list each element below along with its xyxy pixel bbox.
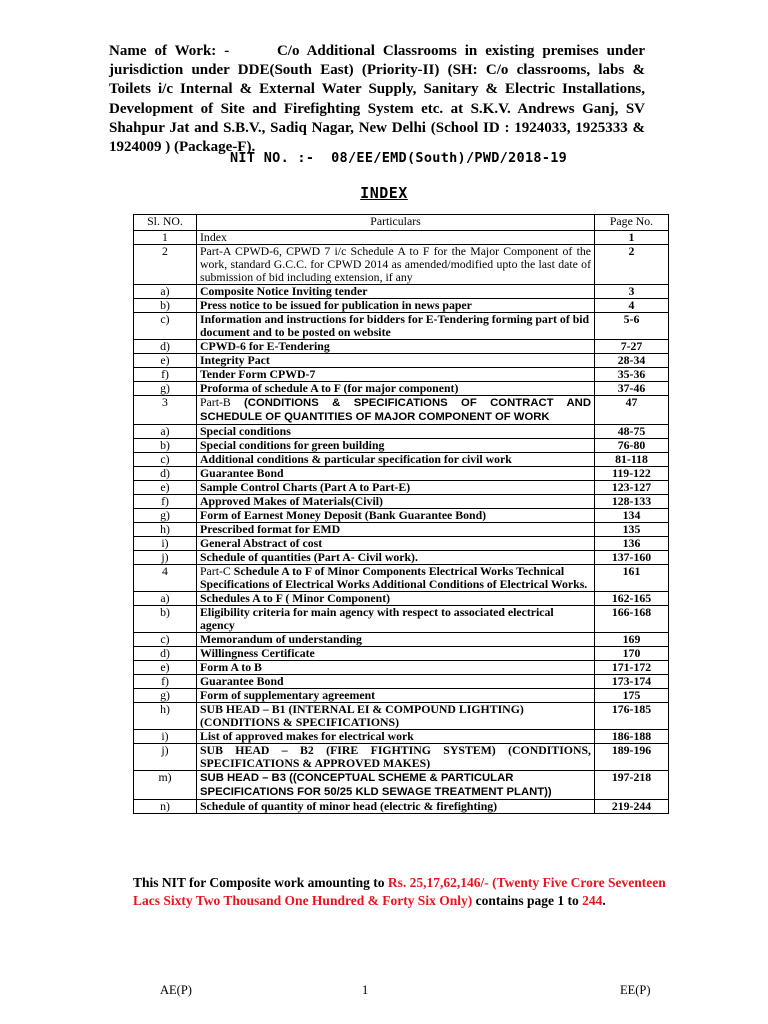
table-row — [134, 800, 669, 814]
row-particulars: General Abstract of cost — [197, 537, 595, 551]
table-row — [134, 467, 669, 481]
row-sl: j) — [134, 744, 197, 771]
table-row — [134, 313, 669, 340]
table-row — [134, 606, 669, 633]
header-page-no: Page No. — [595, 215, 669, 231]
row-page: 123-127 — [595, 481, 669, 495]
row-sl: j) — [134, 551, 197, 565]
row-page: 3 — [595, 285, 669, 299]
footer-left-signature: AE(P) — [160, 983, 192, 997]
row-sl: f) — [134, 368, 197, 382]
row-sl: a) — [134, 425, 197, 439]
row-page: 161 — [595, 565, 669, 592]
table-row — [134, 675, 669, 689]
name-of-work-label: Name of Work: - — [109, 43, 230, 59]
row-particulars — [197, 245, 595, 285]
table-row — [134, 495, 669, 509]
table-row — [134, 633, 669, 647]
row-particulars: CPWD-6 for E-Tendering — [197, 340, 595, 354]
row-sl: d) — [134, 467, 197, 481]
table-row — [134, 354, 669, 368]
row-particulars: Form of supplementary agreement — [197, 689, 595, 703]
table-row — [134, 425, 669, 439]
row-page: 162-165 — [595, 592, 669, 606]
row-page: 175 — [595, 689, 669, 703]
row-sl: e) — [134, 481, 197, 495]
row-page: 189-196 — [595, 744, 669, 771]
table-row — [134, 689, 669, 703]
table-row — [134, 245, 669, 285]
row-page: 171-172 — [595, 661, 669, 675]
row-sl: f) — [134, 675, 197, 689]
row-page: 76-80 — [595, 439, 669, 453]
table-row — [134, 703, 669, 730]
table-row — [134, 771, 669, 800]
row-sl: h) — [134, 703, 197, 730]
footer-page-number: 1 — [362, 983, 369, 997]
row-sl: g) — [134, 689, 197, 703]
summary-prefix: This NIT for Composite work amounting to — [133, 875, 385, 890]
row-page: 169 — [595, 633, 669, 647]
table-row — [134, 481, 669, 495]
summary-middle: contains page 1 to — [475, 893, 579, 908]
table-row — [134, 299, 669, 313]
table-row — [134, 396, 669, 425]
name-of-work — [109, 42, 645, 157]
row-particulars: Proforma of schedule A to F (for major component) — [197, 382, 595, 396]
row-sl: e) — [134, 661, 197, 675]
row-sl: g) — [134, 509, 197, 523]
table-row — [134, 537, 669, 551]
row-page: 48-75 — [595, 425, 669, 439]
table-row — [134, 509, 669, 523]
row-particulars: Schedules A to F ( Minor Component) — [197, 592, 595, 606]
index-title: INDEX — [360, 184, 408, 202]
summary-amount: Rs. 25,17,62,146/- (Twenty Five Crore Seventeen Lacs Sixty Two Thousand One Hundred & Forty Six Only) — [133, 875, 666, 908]
part-label: Part-A — [200, 244, 231, 258]
row-particulars: SUB HEAD – B1 (INTERNAL EI & COMPOUND LIGHTING) (CONDITIONS & SPECIFICATIONS) — [197, 703, 595, 730]
name-of-work-text: C/o Additional Classrooms in existing premises under jurisdiction under DDE(South East) (Priority-II) (SH: C/o classrooms, labs & Toilets i/c Internal & External Water Supply, Sanitary & Electric Installations, Development of Site and Firefighting System etc. at S.K.V. Andrews Ganj, SV Shahpur Jat and S.B.V., Sadiq Nagar, New Delhi (School ID : 1924033, 1925333 & 1924009 ) (Package-F). — [109, 43, 645, 156]
row-sl: a) — [134, 285, 197, 299]
row-page: 135 — [595, 523, 669, 537]
row-particulars: Approved Makes of Materials(Civil) — [197, 495, 595, 509]
row-page: 1 — [595, 231, 669, 245]
row-sl: g) — [134, 382, 197, 396]
row-particulars: Guarantee Bond — [197, 675, 595, 689]
row-page: 128-133 — [595, 495, 669, 509]
table-row — [134, 744, 669, 771]
row-page: 7-27 — [595, 340, 669, 354]
row-page: 137-160 — [595, 551, 669, 565]
part-label: Part-C — [200, 564, 231, 578]
row-particulars: Index — [197, 231, 595, 245]
row-particulars: Memorandum of understanding — [197, 633, 595, 647]
row-sl: h) — [134, 523, 197, 537]
row-page: 170 — [595, 647, 669, 661]
row-sl: f) — [134, 495, 197, 509]
row-sl: a) — [134, 592, 197, 606]
row-particulars: Special conditions — [197, 425, 595, 439]
row-page: 219-244 — [595, 800, 669, 814]
row-particulars: Guarantee Bond — [197, 467, 595, 481]
row-sl: b) — [134, 299, 197, 313]
row-particulars — [197, 396, 595, 425]
row-page: 28-34 — [595, 354, 669, 368]
row-sl: 4 — [134, 565, 197, 592]
row-particulars: Form A to B — [197, 661, 595, 675]
row-sl: e) — [134, 354, 197, 368]
row-sl: d) — [134, 647, 197, 661]
row-sl: i) — [134, 537, 197, 551]
table-row — [134, 647, 669, 661]
row-page: 134 — [595, 509, 669, 523]
row-page: 136 — [595, 537, 669, 551]
row-page: 4 — [595, 299, 669, 313]
table-row — [134, 565, 669, 592]
row-page: 37-46 — [595, 382, 669, 396]
row-page: 119-122 — [595, 467, 669, 481]
table-row — [134, 523, 669, 537]
part-text: CPWD-6, CPWD 7 i/c Schedule A to F for the Major Component of the work, standard G.C.C. for CPWD 2014 as amended/modified upto the last date of submission of bid including extension, if any — [200, 244, 591, 284]
row-particulars: Prescribed format for EMD — [197, 523, 595, 537]
row-particulars: Schedule of quantity of minor head (electric & firefighting) — [197, 800, 595, 814]
part-text: Schedule A to F of Minor Components Electrical Works Technical Specifications of Electrical Works Additional Conditions of Electrical Works. — [200, 564, 588, 591]
row-particulars: Composite Notice Inviting tender — [197, 285, 595, 299]
row-particulars: Sample Control Charts (Part A to Part-E) — [197, 481, 595, 495]
index-table — [133, 214, 669, 814]
nit-number: NIT NO. :- 08/EE/EMD(South)/PWD/2018-19 — [230, 150, 568, 166]
row-page: 197-218 — [595, 771, 669, 800]
row-particulars — [197, 771, 595, 800]
row-sl: n) — [134, 800, 197, 814]
row-particulars: Form of Earnest Money Deposit (Bank Guarantee Bond) — [197, 509, 595, 523]
table-row — [134, 382, 669, 396]
row-particulars: SUB HEAD – B2 (FIRE FIGHTING SYSTEM) (CONDITIONS, SPECIFICATIONS & APPROVED MAKES) — [197, 744, 595, 771]
row-sl: b) — [134, 606, 197, 633]
table-row — [134, 551, 669, 565]
row-page: 166-168 — [595, 606, 669, 633]
row-particulars: Special conditions for green building — [197, 439, 595, 453]
summary-suffix: . — [602, 893, 606, 908]
table-row — [134, 592, 669, 606]
header-particulars: Particulars — [197, 215, 595, 231]
row-sl: d) — [134, 340, 197, 354]
row-sl: c) — [134, 313, 197, 340]
header-sl-no: Sl. NO. — [134, 215, 197, 231]
footer-right-signature: EE(P) — [620, 983, 651, 997]
table-row — [134, 661, 669, 675]
row-page: 5-6 — [595, 313, 669, 340]
part-label: Part-B — [200, 395, 231, 409]
row-particulars: Press notice to be issued for publication in news paper — [197, 299, 595, 313]
summary-last-page: 244 — [582, 893, 603, 908]
part-text: (CONDITIONS & SPECIFICATIONS OF CONTRACT AND SCHEDULE OF QUANTITIES OF MAJOR COMPONENT OF WORK — [200, 397, 591, 423]
row-sl: c) — [134, 453, 197, 467]
table-row — [134, 340, 669, 354]
row-particulars: Additional conditions & particular specification for civil work — [197, 453, 595, 467]
table-row — [134, 368, 669, 382]
row-page: 2 — [595, 245, 669, 285]
table-row — [134, 439, 669, 453]
row-sl: 1 — [134, 231, 197, 245]
row-sl: b) — [134, 439, 197, 453]
nit-summary — [133, 874, 693, 910]
row-sl: i) — [134, 730, 197, 744]
row-sl: 3 — [134, 396, 197, 425]
table-row — [134, 730, 669, 744]
table-row — [134, 453, 669, 467]
row-page: 81-118 — [595, 453, 669, 467]
row-particulars — [197, 565, 595, 592]
row-sl: m) — [134, 771, 197, 800]
row-page: 35-36 — [595, 368, 669, 382]
row-page: 176-185 — [595, 703, 669, 730]
table-row — [134, 285, 669, 299]
row-particulars: Schedule of quantities (Part A- Civil work). — [197, 551, 595, 565]
row-sl: c) — [134, 633, 197, 647]
row-particulars: Willingness Certificate — [197, 647, 595, 661]
table-row — [134, 231, 669, 245]
row-page: 47 — [595, 396, 669, 425]
row-particulars: Tender Form CPWD-7 — [197, 368, 595, 382]
row-particulars: Information and instructions for bidders for E-Tendering forming part of bid document and to be posted on website — [197, 313, 595, 340]
row-page: 173-174 — [595, 675, 669, 689]
table-header-row — [134, 215, 669, 231]
row-particulars: Eligibility criteria for main agency with respect to associated electrical agency — [197, 606, 595, 633]
part-text: SUB HEAD – B3 ((CONCEPTUAL SCHEME & PARTICULAR SPECIFICATIONS FOR 50/25 KLD SEWAGE TREATMENT PLANT)) — [200, 772, 552, 798]
row-sl: 2 — [134, 245, 197, 285]
row-page: 186-188 — [595, 730, 669, 744]
row-particulars: List of approved makes for electrical work — [197, 730, 595, 744]
row-particulars: Integrity Pact — [197, 354, 595, 368]
